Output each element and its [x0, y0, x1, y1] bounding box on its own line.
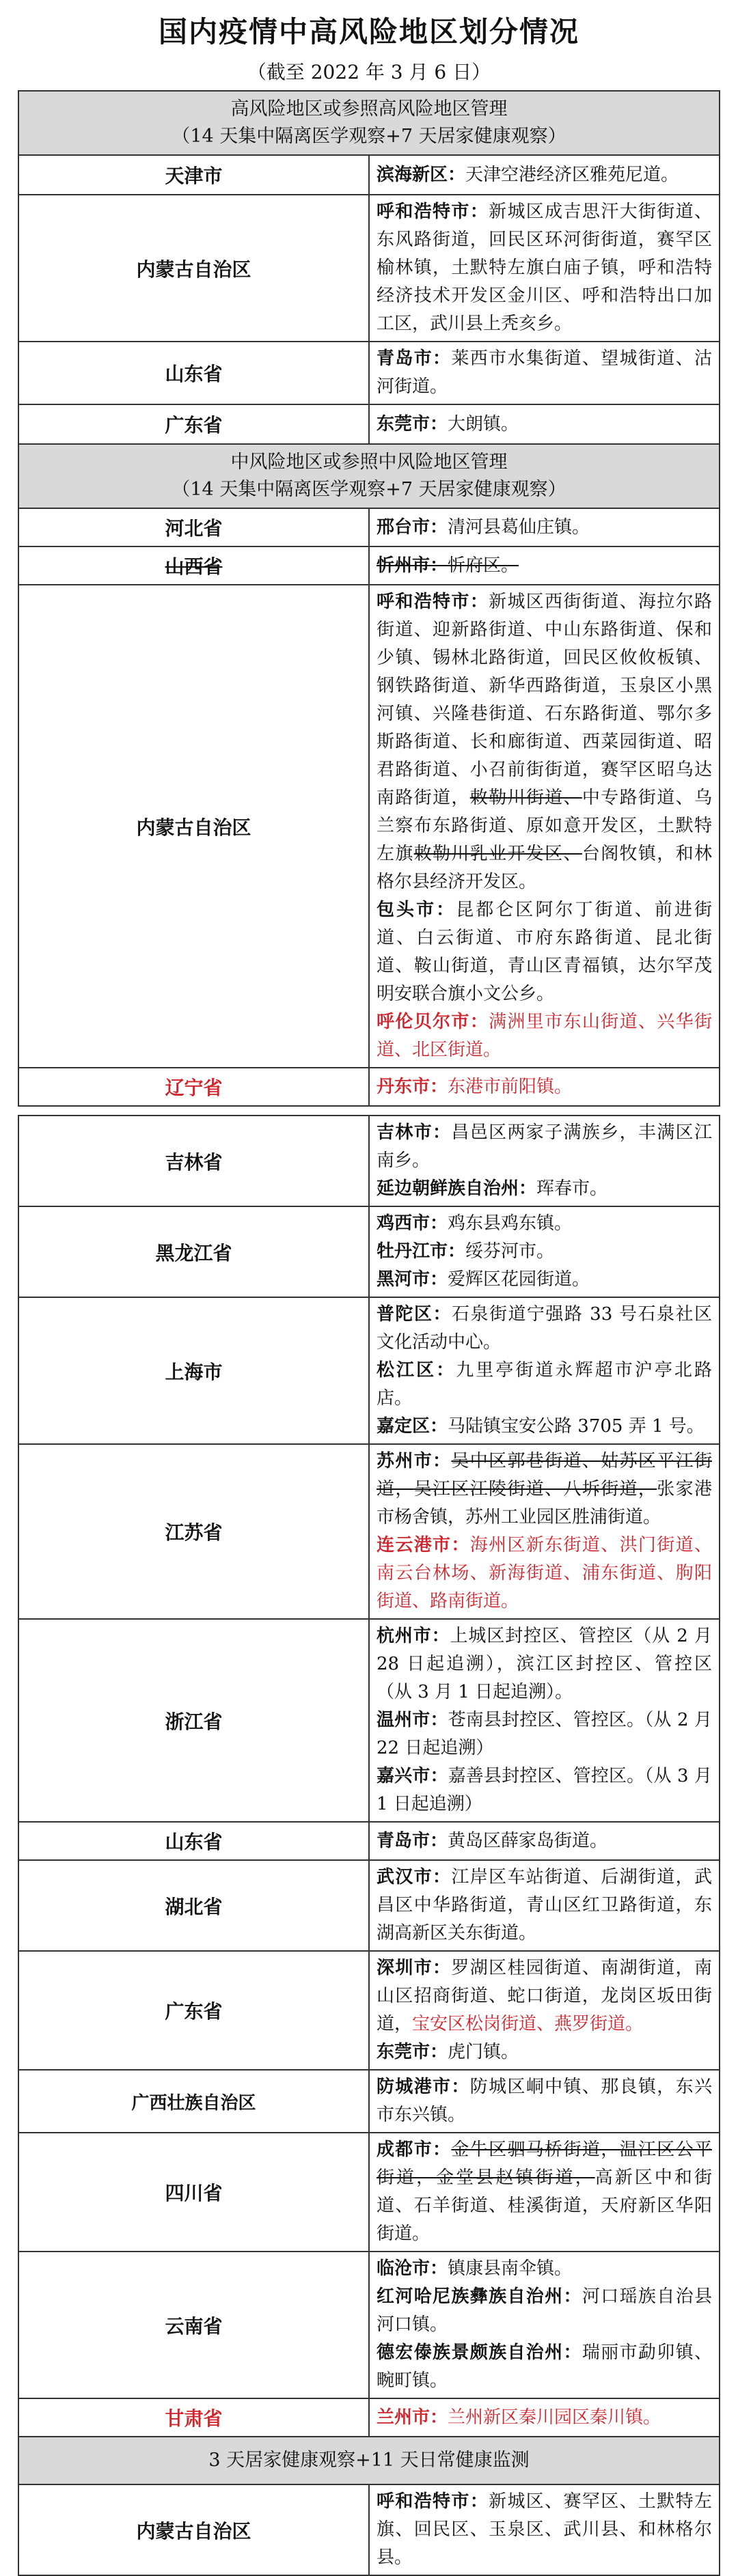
table-row	[18, 1822, 720, 1860]
city-name: 东莞市：	[377, 2042, 448, 2062]
area-text: 虎门镇。	[448, 2042, 519, 2062]
city-name: 吉林市：	[377, 1122, 452, 1143]
detail-cell	[369, 1822, 720, 1860]
table-row	[18, 2070, 720, 2133]
city-name: 温州市：	[377, 1710, 448, 1730]
province-cell: 广东省	[18, 1951, 369, 2070]
table-row	[18, 2484, 720, 2575]
area-text: 新城区、赛罕区、土默特左旗、回民区、玉泉区、武川县、和林格尔县。	[377, 2491, 712, 2568]
risk-area-table	[18, 90, 720, 2576]
table-row	[18, 1116, 720, 1206]
detail-cell	[369, 1951, 720, 2070]
struck-text: 金牛区驷马桥街道，温江区公平街道，金堂县赵镇街道，	[377, 2139, 712, 2188]
detail-cell	[369, 585, 720, 1068]
detail-cell	[369, 1297, 720, 1444]
detail-cell	[369, 2252, 720, 2398]
table-row	[18, 585, 720, 1068]
area-text: 嘉善县封控区、管控区。（从 3 月 1 日起追溯）	[377, 1766, 712, 1814]
table-row	[18, 342, 720, 404]
detail-cell	[369, 2484, 720, 2575]
area-text: 大朗镇。	[448, 413, 519, 434]
section-header-low	[18, 2437, 720, 2484]
area-text: 爱辉区花园街道。	[448, 1269, 590, 1290]
area-text: 苍南县封控区、管控区。（从 2 月 22 日起追溯）	[377, 1710, 712, 1758]
area-text: 新城区成吉思汗大街街道、东风路街道，回民区环河街街道，赛罕区榆林镇，土默特左旗白庙子镇，呼和浩特经济技术开发区金川区、呼和浩特出口加工区，武川县上秃亥乡。	[377, 202, 712, 334]
detail-cell	[369, 404, 720, 444]
detail-cell	[369, 2070, 720, 2133]
detail-cell	[369, 1444, 720, 1619]
section-header-high	[18, 91, 720, 155]
area-text: 台阁牧镇，和林格尔县经济开发区。	[377, 844, 712, 892]
province-cell: 广东省	[18, 404, 369, 444]
detail-cell	[369, 195, 720, 342]
struck-text: 敕勒川街道、	[469, 788, 582, 808]
section-note: （14 天集中隔离医学观察+7 天居家健康观察）	[172, 479, 566, 500]
area-text: 江岸区车站街道、后湖街道，武昌区中华路街道，青山区红卫路街道，东湖高新区关东街道。	[377, 1867, 712, 1943]
section-header-mid	[18, 444, 720, 508]
area-text: 珲春市。	[536, 1178, 608, 1199]
detail-cell	[369, 1619, 720, 1822]
province-cell: 广西壮族自治区	[18, 2070, 369, 2133]
detail-cell	[369, 155, 720, 195]
province-cell-highlight: 辽宁省	[18, 1068, 369, 1106]
province-cell: 山东省	[18, 1822, 369, 1860]
detail-cell	[369, 1068, 720, 1106]
struck-province: 山西省	[165, 555, 223, 578]
area-text: 防城区峒中镇、那良镇，东兴市东兴镇。	[377, 2077, 712, 2125]
city-name: 红河哈尼族彝族自治州：	[377, 2286, 582, 2307]
area-text: 清河县葛仙庄镇。	[448, 516, 590, 538]
area-text: 新城区西街街道、海拉尔路街道、迎新路街道、中山东路街道、保和少镇、锡林北路街道，回民区攸攸板镇、钢铁路街道、新华西路街道，玉泉区小黑河镇、兴隆巷街道、石东路街道、鄂尔多斯路街道、长和廊街道、西菜园街道、昭君路街道、小召前街街道，赛罕区昭乌达南路街道，	[377, 592, 712, 808]
province-cell: 天津市	[18, 155, 369, 195]
city-name: 普陀区：	[377, 1304, 452, 1325]
city-name: 德宏傣族景颇族自治州：	[377, 2342, 582, 2363]
city-name: 松江区：	[377, 1360, 456, 1381]
province-cell: 河北省	[18, 508, 369, 546]
city-name: 武汉市：	[377, 1867, 452, 1887]
section-heading: 中风险地区或参照中风险地区管理	[230, 452, 508, 473]
area-text: 天津空港经济区雅苑尼道。	[465, 164, 679, 185]
city-name: 鸡西市：	[377, 1213, 448, 1234]
city-name: 苏州市：	[377, 1451, 452, 1471]
detail-cell	[369, 342, 720, 404]
province-cell: 湖北省	[18, 1860, 369, 1951]
area-text: 高新区中和街道、石羊街道、桂溪街道，天府新区华阳街道。	[377, 2168, 712, 2244]
detail-cell	[369, 1206, 720, 1297]
area-text: 石泉街道宁强路 33 号石泉社区文化活动中心。	[377, 1304, 712, 1353]
city-name: 青岛市：	[377, 348, 452, 369]
area-text: 莱西市水集街道、望城街道、沽河街道。	[377, 348, 712, 397]
city-name: 成都市：	[377, 2139, 452, 2160]
page-title: 国内疫情中高风险地区划分情况	[158, 15, 579, 49]
area-text: 中专路街道、乌兰察布东路街道、原如意开发区，土默特左旗	[377, 788, 712, 864]
detail-cell	[369, 546, 720, 585]
struck-text: 吴中区郭巷街道、	[451, 1451, 601, 1471]
city-name: 牡丹江市：	[377, 1241, 466, 1262]
area-text: 九里亭街道永辉超市沪亭北路店。	[377, 1360, 712, 1409]
struck-text: 敕勒川乳业开发区、	[413, 844, 582, 864]
area-text-highlight: 海州区新东街道、洪门街道、南云台林场、新海街道、浦东街道、朐阳街道、路南街道。	[377, 1535, 712, 1611]
area-text: 镇康县南伞镇。	[448, 2258, 573, 2279]
table-row	[18, 1860, 720, 1951]
province-cell: 浙江省	[18, 1619, 369, 1822]
page-subtitle: （截至 2022 年 3 月 6 日）	[247, 61, 491, 83]
area-text: 忻府区。	[448, 555, 519, 576]
province-cell: 上海市	[18, 1297, 369, 1444]
table-row	[18, 2252, 720, 2398]
struck-text: 吴江区江陵街道、八坼街道，	[413, 1479, 657, 1499]
table-row	[18, 404, 720, 444]
city-name: 青岛市：	[377, 1830, 448, 1851]
city-name: 呼和浩特市：	[377, 2491, 489, 2512]
section-heading: 高风险地区或参照高风险地区管理	[230, 98, 508, 120]
province-cell: 内蒙古自治区	[18, 2484, 369, 2575]
detail-cell	[369, 2398, 720, 2437]
province-cell: 四川省	[18, 2133, 369, 2252]
province-cell: 山东省	[18, 342, 369, 404]
area-text-highlight: 兰州新区秦川园区秦川镇。	[448, 2407, 661, 2428]
city-name-highlight: 兰州市：	[377, 2407, 448, 2428]
table-row	[18, 195, 720, 342]
table-row	[18, 508, 720, 546]
table-row	[18, 546, 720, 585]
city-name: 滨海新区：	[377, 164, 466, 185]
city-name: 延边朝鲜族自治州：	[377, 1178, 537, 1199]
province-cell: 吉林省	[18, 1116, 369, 1206]
table-row	[18, 1297, 720, 1444]
detail-cell	[369, 2133, 720, 2252]
city-name-highlight: 连云港市：	[377, 1535, 470, 1555]
area-text-highlight: 满洲里市东山街道、兴华街道、北区街道。	[377, 1012, 712, 1060]
city-name: 黑河市：	[377, 1269, 448, 1290]
area-text: 昆都仑区阿尔丁街道、前进街道、白云街道、市府东路街道、昆北街道、鞍山街道，青山区青福镇，达尔罕茂明安联合旗小文公乡。	[377, 900, 712, 1004]
city-name-highlight: 丹东市：	[377, 1076, 448, 1097]
table-row	[18, 1206, 720, 1297]
section-note: （14 天集中隔离医学观察+7 天居家健康观察）	[172, 126, 566, 147]
city-name: 杭州市：	[377, 1626, 450, 1646]
city-name: 东莞市：	[377, 413, 448, 434]
province-cell-highlight: 甘肃省	[18, 2398, 369, 2437]
area-text: 河口瑶族自治县河口镇。	[377, 2286, 712, 2335]
row-gap	[18, 1106, 720, 1116]
city-name: 包头市：	[377, 900, 456, 920]
area-text: 张家港市杨舍镇，苏州工业园区胜浦街道。	[377, 1479, 712, 1527]
detail-cell	[369, 1116, 720, 1206]
province-cell: 云南省	[18, 2252, 369, 2398]
area-text: 绥芬河市。	[465, 1241, 555, 1262]
province-cell: 黑龙江省	[18, 1206, 369, 1297]
city-name: 嘉定区：	[377, 1416, 448, 1437]
table-row	[18, 1068, 720, 1106]
province-cell: 内蒙古自治区	[18, 195, 369, 342]
area-text: 马陆镇宝安公路 3705 弄 1 号。	[448, 1416, 705, 1437]
city-name: 深圳市：	[377, 1958, 452, 1978]
city-name: 忻州市：	[377, 555, 448, 576]
table-row	[18, 155, 720, 195]
struck-text: 姑苏区平江街道，	[377, 1451, 712, 1499]
area-text: 上城区封控区、管控区（从 2 月 28 日起追溯），滨江区封控区、管控区（从 3 月 1 日起追溯）。	[377, 1626, 712, 1702]
city-name: 呼和浩特市：	[377, 202, 489, 222]
detail-cell	[369, 508, 720, 546]
table-row	[18, 1444, 720, 1619]
province-cell: 江苏省	[18, 1444, 369, 1619]
city-name-highlight: 呼伦贝尔市：	[377, 1012, 489, 1032]
province-cell	[18, 546, 369, 585]
area-text: 昌邑区两家子满族乡，丰满区江南乡。	[377, 1122, 712, 1171]
area-text: 鸡东县鸡东镇。	[448, 1213, 573, 1234]
province-cell: 内蒙古自治区	[18, 585, 369, 1068]
city-name: 邢台市：	[377, 516, 448, 538]
city-name: 嘉兴市：	[377, 1766, 448, 1786]
table-row	[18, 1951, 720, 2070]
table-row	[18, 2398, 720, 2437]
table-row	[18, 1619, 720, 1822]
area-text: 黄岛区薛家岛街道。	[448, 1830, 608, 1851]
area-text: 罗湖区桂园街道、南湖街道，南山区招商街道、蛇口街道，龙岗区坂田街道，	[377, 1958, 712, 2034]
section-heading: 3 天居家健康观察+11 天日常健康监测	[208, 2450, 530, 2471]
city-name: 临沧市：	[377, 2258, 448, 2279]
city-name: 呼和浩特市：	[377, 592, 489, 612]
city-name: 防城港市：	[377, 2077, 470, 2097]
area-text: 瑞丽市勐卯镇、畹町镇。	[377, 2342, 712, 2391]
detail-cell	[369, 1860, 720, 1951]
table-row	[18, 2133, 720, 2252]
area-text-highlight: 东港市前阳镇。	[448, 1076, 573, 1097]
area-text-highlight: 宝安区松岗街道、燕罗街道。	[412, 2014, 644, 2034]
